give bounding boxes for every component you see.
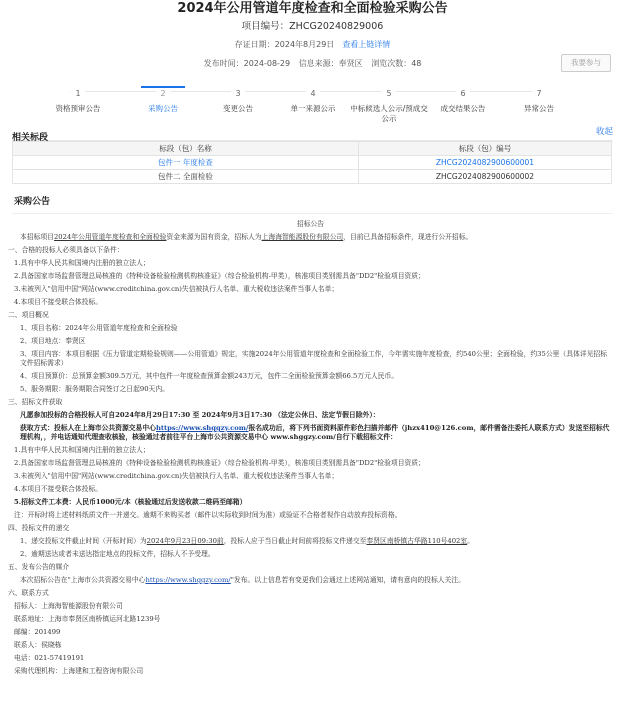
list-item: 1.具有中华人民共和国境内注册的独立法人； [14,259,150,267]
section-name[interactable]: 包件二 全面检验 [13,170,359,184]
divider [12,213,613,214]
list-item: 4、项目预算价：总预算金额309.5万元，其中包件一年度检查预算金额243万元，包件二全面检验预算金额66.5万元人民币。 [20,372,399,380]
shggzy-link[interactable]: https://www.shggzy.com/ [155,424,249,432]
archive-date: 存证日期：2024年8月29日 [234,40,335,49]
column-header-code: 标段（包）编号 [359,142,612,156]
list-item: 1、递交投标文件截止时间（开标时间）为2024年9月23日09:30前，投标人应于当日截止时间前将投标文件递交至奉贤区南桥镇古华路110号402室。 [20,537,474,545]
section-heading: 三、招标文件获取 [8,398,63,406]
contact-line: 邮编：201499 [14,628,61,636]
section-heading: 六、联系方式 [8,589,49,597]
notice-center-title: 招标公告 [296,220,325,228]
list-item: 3.未被列入"信用中国"网站(www.creditchina.gov.cn)失信被执行人名单、重大税收违法案件当事人名单； [14,472,339,480]
column-header-name: 标段（包）名称 [13,142,359,156]
step-result-notice[interactable]: 6 成交结果公告 [440,89,486,113]
section-heading: 四、投标文件的递交 [8,524,70,532]
view-count: 浏览次数：48 [371,59,422,68]
list-item: 1、项目名称：2024年公用管道年度检查和全面检验 [20,324,178,332]
list-item: 2、项目地点：奉贤区 [20,337,86,345]
contact-line: 电话：021-57419191 [14,654,85,662]
contact-line: 联系地址：上海市奉贤区南桥镇运河北路1239号 [14,615,161,623]
intro-paragraph: 本招标项目2024年公用管道年度检查和全面检验资金来源为国有资金，招标人为上海海智能源股份有限公司，目前已具备招标条件，现进行公开招标。 [20,233,473,241]
related-sections-header [12,125,613,141]
shggzy-link[interactable]: https://www.shggzy.com/ [145,576,231,584]
related-sections-title: 相关标段 [12,133,49,143]
procurement-steps [0,81,625,121]
list-item: 2.具备国家市场监督管理总局核准的《特种设备检验检测机构核准证》（综合检验机构-甲类），核准项目类别需具备"DD2"检验项目资质； [14,272,425,280]
collapse-button[interactable]: 收起 [595,127,613,137]
project-number: 项目编号：ZHCG20240829006 [241,21,384,32]
publish-meta [0,57,625,71]
sections-table [12,141,612,184]
step-procurement-notice[interactable]: 2 采购公告 [123,81,203,114]
notice-body [0,220,625,676]
list-item: 2、逾期送达或者未送达指定地点的投标文件，招标人不予受理。 [20,550,215,558]
list-item: 2.具备国家市场监督管理总局核准的《特种设备检验检测机构核准证》（综合检验机构-甲类），核准项目类别需具备"DD2"检验项目资质； [14,459,425,467]
table-header-row [13,142,612,156]
acquisition-period: 凡愿参加投标的合格投标人可自2024年8月29日17:30 至 2024年9月3日17:30 （法定公休日、法定节假日除外）： [20,411,380,419]
section-code[interactable]: ZHCG2024082900600001 [359,156,612,170]
page-title: 2024年公用管道年度检查和全面检验采购公告 [177,1,448,16]
note: 注：开标时将上述材料纸质文件一并递交。逾期不来购买者（邮件以实际收到时间为准）或验证不合格者视作自动放弃投标资格。 [14,511,402,519]
participate-button[interactable]: 我要参与 [561,54,611,72]
step-single-source[interactable]: 4 单一来源公示 [290,89,336,113]
contact-line: 联系人：侯晓栋 [14,641,62,649]
list-item: 3.未被列入"信用中国"网站(www.creditchina.gov.cn)失信被执行人名单、重大税收违法案件当事人名单； [14,285,339,293]
contact-line: 采购代理机构：上海建和工程咨询有限公司 [14,667,144,675]
procurement-notice-heading: 采购公告 [14,197,51,207]
list-item: 3、项目内容：本项目根据《压力管道定期检验规则——公用管道》规定，实施2024年公用管道年度检查和全面检验工作，今年需实施年度检查，约540公里；全面检验，约35公里（具体详见招标文件招标需求） [20,350,607,367]
archive-info [0,38,625,51]
acquisition-method: 获取方式：投标人在上海市公共资源交易中心https://www.shggzy.com/报名成功后，将下列书面资料原件彩色扫描并邮件（jhzx410@126.com，邮件需备注委托人联系方式）发送至招标代理机构，，并电话通知代理查收核验，核验通过者前往平台上海市公共资源交易中心 www.shggzy.com/自行下载招标文件： [20,424,610,441]
view-chain-details-link[interactable]: 查看上链详情 [342,40,391,49]
table-row[interactable] [13,156,612,170]
section-heading: 一、合格的投标人必须具备以下条件： [8,246,124,254]
publish-time: 发布时间：2024-08-29 [203,59,291,68]
contact-line: 招标人：上海海智能源股份有限公司 [14,602,123,610]
step-prequalification[interactable]: 1 资格预审公告 [55,89,101,113]
list-item: 5.招标文件工本费：人民币1000元/本（核验通过后发送收款二维码至邮箱） [14,498,247,506]
section-heading: 二、项目概况 [8,311,49,319]
step-candidate-publicity[interactable]: 5 中标候选人公示/预成交公示 [350,89,428,123]
notice-header [0,0,625,71]
section-name[interactable]: 包件一 年度检查 [13,156,359,170]
section-heading: 五、发布公告的媒介 [8,563,70,571]
step-exception-notice[interactable]: 7 异常公告 [524,89,554,113]
list-item: 4.本项目不接受联合体投标。 [14,485,103,493]
step-change-notice[interactable]: 3 变更公告 [223,89,253,113]
list-item: 5、服务期限：服务期限合同签订之日起90天内。 [20,385,169,393]
info-source: 信息来源：奉贤区 [298,59,363,68]
list-item: 1.具有中华人民共和国境内注册的独立法人； [14,446,150,454]
table-row[interactable] [13,170,612,184]
section-code[interactable]: ZHCG2024082900600002 [359,170,612,184]
media-paragraph: 本次招标公告在"上海市公共资源交易中心https://www.shggzy.com/"发布。以上信息若有变更我们会通过上述网站通知，请有意向的投标人关注。 [20,576,465,584]
list-item: 4.本项目不接受联合体投标。 [14,298,103,306]
